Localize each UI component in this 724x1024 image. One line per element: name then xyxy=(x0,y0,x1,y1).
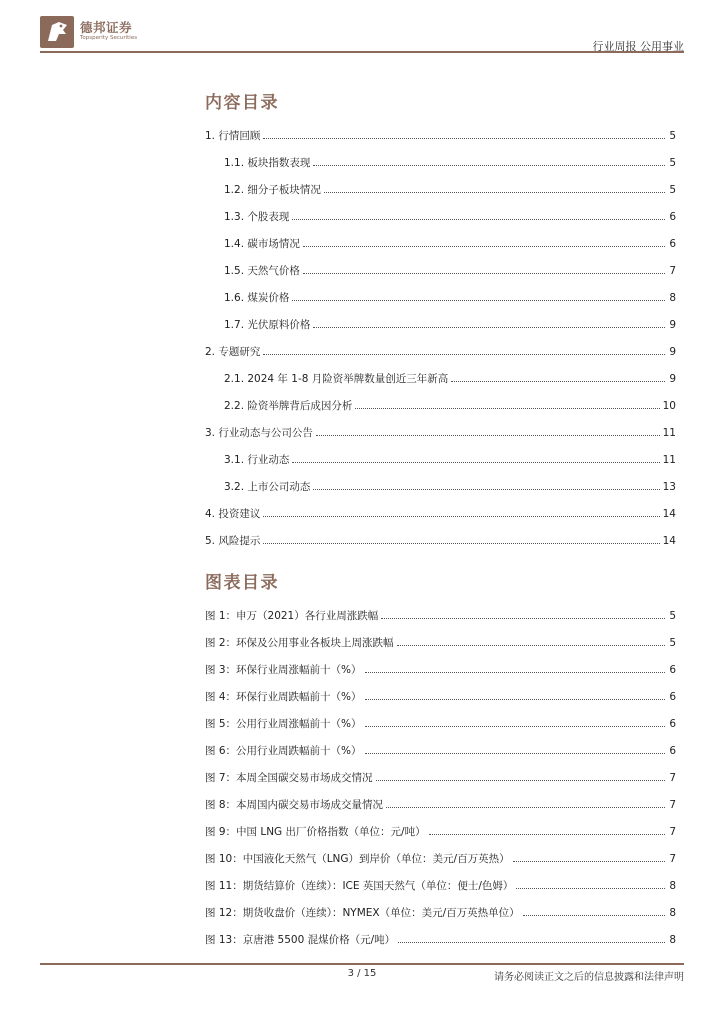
toc-entry-label: 1.6. 煤炭价格 xyxy=(224,292,290,304)
toc-entry-page: 9 xyxy=(669,318,676,331)
figure-entry-page: 7 xyxy=(669,771,676,784)
dot-leader xyxy=(324,192,665,193)
page-header xyxy=(40,14,684,54)
toc-entry-page: 6 xyxy=(669,210,676,223)
toc-entry[interactable] xyxy=(205,230,676,257)
toc-entry-page: 11 xyxy=(662,426,676,439)
dot-leader xyxy=(365,672,666,673)
figure-entry[interactable] xyxy=(205,791,676,818)
toc-entry-label: 1.7. 光伏原料价格 xyxy=(224,319,311,331)
figure-entry[interactable] xyxy=(205,872,676,899)
figure-entry-page: 5 xyxy=(669,636,676,649)
toc-entry-page: 5 xyxy=(669,129,676,142)
figure-entry-label: 图 2：环保及公用事业各板块上周涨跌幅 xyxy=(205,637,394,649)
toc-entry-label: 2.1. 2024 年 1-8 月险资举牌数量创近三年新高 xyxy=(224,373,449,385)
toc-entry[interactable] xyxy=(205,284,676,311)
toc-entry[interactable] xyxy=(205,365,676,392)
figure-entry-label: 图 12：期货收盘价（连续）：NYMEX（单位：美元/百万英热单位） xyxy=(205,907,520,919)
toc-entry-label: 1.2. 细分子板块情况 xyxy=(224,184,321,196)
header-divider xyxy=(40,51,684,53)
dot-leader xyxy=(292,219,665,220)
footer-divider xyxy=(40,963,684,965)
dot-leader xyxy=(429,834,665,835)
toc-entry[interactable] xyxy=(205,500,676,527)
toc-entry-label: 1.3. 个股表现 xyxy=(224,211,290,223)
toc-entry-label: 3.2. 上市公司动态 xyxy=(224,481,311,493)
figure-entry-page: 7 xyxy=(669,852,676,865)
figure-entry[interactable] xyxy=(205,656,676,683)
figure-entry-page: 8 xyxy=(669,933,676,946)
dot-leader xyxy=(513,861,665,862)
figure-entry[interactable] xyxy=(205,737,676,764)
figure-entry[interactable] xyxy=(205,899,676,926)
dot-leader xyxy=(316,435,660,436)
dot-leader xyxy=(303,246,665,247)
toc-entry[interactable] xyxy=(205,419,676,446)
toc-entry[interactable] xyxy=(205,257,676,284)
dot-leader xyxy=(292,300,665,301)
figure-entry[interactable] xyxy=(205,764,676,791)
dot-leader xyxy=(381,618,665,619)
figure-entry[interactable] xyxy=(205,683,676,710)
dot-leader xyxy=(263,354,665,355)
toc-entry-page: 8 xyxy=(669,291,676,304)
toc-entry-page: 14 xyxy=(662,507,676,520)
figure-entry-page: 6 xyxy=(669,690,676,703)
toc-entry-page: 7 xyxy=(669,264,676,277)
dot-leader xyxy=(365,753,666,754)
toc-entry-page: 10 xyxy=(662,399,676,412)
figure-entry-label: 图 6：公用行业周跌幅前十（%） xyxy=(205,745,362,757)
dot-leader xyxy=(365,699,666,700)
figure-entry-label: 图 7：本周全国碳交易市场成交情况 xyxy=(205,772,373,784)
figure-entry-page: 5 xyxy=(669,609,676,622)
dot-leader xyxy=(263,543,659,544)
dot-leader xyxy=(355,408,659,409)
figure-entry-label: 图 9：中国 LNG 出厂价格指数（单位：元/吨） xyxy=(205,826,426,838)
dot-leader xyxy=(397,645,665,646)
figure-entry-page: 6 xyxy=(669,717,676,730)
toc-entry-label: 4. 投资建议 xyxy=(205,508,261,520)
toc-entry-page: 9 xyxy=(669,372,676,385)
figure-entry-page: 6 xyxy=(669,744,676,757)
dot-leader xyxy=(376,780,665,781)
figure-entry-label: 图 3：环保行业周涨幅前十（%） xyxy=(205,664,362,676)
dot-leader xyxy=(303,273,665,274)
figure-entry-label: 图 4：环保行业周跌幅前十（%） xyxy=(205,691,362,703)
dot-leader xyxy=(516,888,665,889)
figure-list xyxy=(205,602,676,953)
toc-entry-page: 13 xyxy=(662,480,676,493)
toc-entry[interactable] xyxy=(205,527,676,554)
dot-leader xyxy=(263,516,659,517)
figure-entry[interactable] xyxy=(205,602,676,629)
toc-entry-page: 5 xyxy=(669,156,676,169)
toc-entry-label: 1. 行情回顾 xyxy=(205,130,261,142)
figure-entry-page: 8 xyxy=(669,879,676,892)
toc-entry-label: 3.1. 行业动态 xyxy=(224,454,290,466)
toc-entry[interactable] xyxy=(205,176,676,203)
report-type: 行业周报 公用事业 xyxy=(592,40,684,53)
company-logo-icon xyxy=(40,16,74,48)
toc-entry[interactable] xyxy=(205,338,676,365)
toc-entry-label: 5. 风险提示 xyxy=(205,535,261,547)
dot-leader xyxy=(451,381,665,382)
figure-entry-page: 8 xyxy=(669,906,676,919)
toc-entry-label: 3. 行业动态与公司公告 xyxy=(205,427,313,439)
toc-entry[interactable] xyxy=(205,203,676,230)
dot-leader xyxy=(313,165,665,166)
toc-entry[interactable] xyxy=(205,446,676,473)
toc-entry-label: 1.4. 碳市场情况 xyxy=(224,238,300,250)
figure-entry[interactable] xyxy=(205,710,676,737)
logo-company-name: 德邦证券 xyxy=(80,20,133,35)
toc-entry[interactable] xyxy=(205,311,676,338)
company-logo xyxy=(40,14,160,50)
figure-entry-page: 7 xyxy=(669,798,676,811)
figure-list-title: 图表目录 xyxy=(205,573,279,593)
dot-leader xyxy=(292,462,659,463)
logo-company-english: Topsperity Securities xyxy=(80,35,138,41)
figure-entry[interactable] xyxy=(205,629,676,656)
figure-entry-label: 图 5：公用行业周涨幅前十（%） xyxy=(205,718,362,730)
figure-entry[interactable] xyxy=(205,845,676,872)
toc-entry-label: 2.2. 险资举牌背后成因分析 xyxy=(224,400,353,412)
figure-entry-label: 图 1：申万（2021）各行业周涨跌幅 xyxy=(205,610,379,622)
figure-entry-label: 图 13：京唐港 5500 混煤价格（元/吨） xyxy=(205,934,396,946)
figure-entry-label: 图 8：本周国内碳交易市场成交量情况 xyxy=(205,799,384,811)
legal-disclaimer: 请务必阅读正文之后的信息披露和法律声明 xyxy=(494,972,684,983)
toc-entry-label: 1.5. 天然气价格 xyxy=(224,265,300,277)
toc-entry-page: 14 xyxy=(662,534,676,547)
page-number: 3 / 15 xyxy=(347,968,377,979)
toc-entry[interactable] xyxy=(205,149,676,176)
toc-entry[interactable] xyxy=(205,122,676,149)
toc-entry-page: 11 xyxy=(662,453,676,466)
toc-entry[interactable] xyxy=(205,473,676,500)
toc-entry-label: 2. 专题研究 xyxy=(205,346,261,358)
toc-title: 内容目录 xyxy=(205,93,279,113)
toc-entry-page: 5 xyxy=(669,183,676,196)
dot-leader xyxy=(365,726,666,727)
dot-leader xyxy=(263,138,665,139)
dot-leader xyxy=(386,807,665,808)
figure-entry-page: 7 xyxy=(669,825,676,838)
figure-entry-label: 图 11：期货结算价（连续）：ICE 英国天然气（单位：便士/色姆） xyxy=(205,880,514,892)
dot-leader xyxy=(523,915,665,916)
toc-entry[interactable] xyxy=(205,392,676,419)
figure-entry-page: 6 xyxy=(669,663,676,676)
figure-entry[interactable] xyxy=(205,926,676,953)
toc-entry-label: 1.1. 板块指数表现 xyxy=(224,157,311,169)
table-of-contents xyxy=(205,122,676,554)
toc-entry-page: 6 xyxy=(669,237,676,250)
figure-entry-label: 图 10：中国液化天然气（LNG）到岸价（单位：美元/百万英热） xyxy=(205,853,510,865)
toc-entry-page: 9 xyxy=(669,345,676,358)
dot-leader xyxy=(398,942,665,943)
figure-entry[interactable] xyxy=(205,818,676,845)
dot-leader xyxy=(313,489,659,490)
dot-leader xyxy=(313,327,665,328)
